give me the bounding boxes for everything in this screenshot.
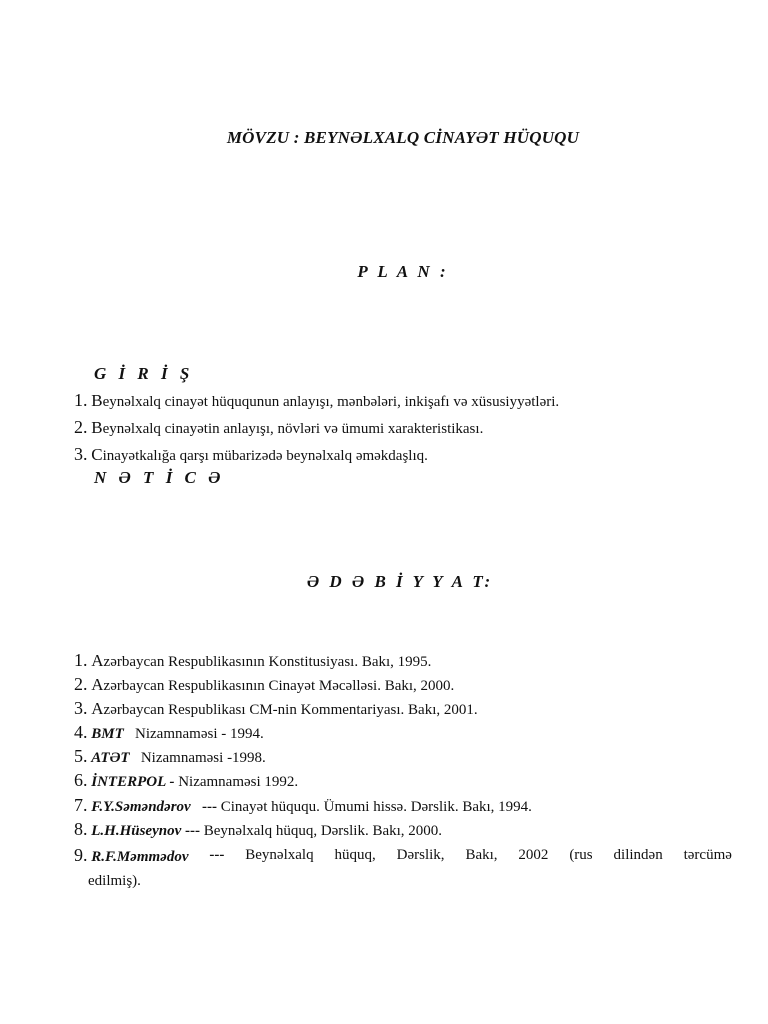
plan-item	[74, 391, 559, 411]
literature-item-author: ATƏT	[91, 750, 130, 766]
literature-item-number: 3.	[74, 698, 88, 718]
plan-item-number: 2.	[74, 417, 88, 437]
plan-item-number: 1.	[74, 390, 88, 410]
plan-item-initial: B	[91, 391, 103, 410]
intro-heading: G İ R İ Ş	[94, 364, 194, 383]
literature-item-initial: A	[91, 675, 104, 694]
literature-item-author: R.F.Məmmədov	[91, 849, 189, 865]
literature-item-author: L.H.Hüseynov	[91, 823, 182, 839]
literature-item-text: zərbaycan Respublikasının Cinayət Məcəlləsi. Bakı, 2000.	[103, 678, 455, 694]
literature-item	[74, 675, 454, 695]
literature-item-word: Dərslik,	[396, 847, 445, 863]
literature-item-text: Nizamnaməsi 1992.	[178, 774, 299, 790]
plan-item	[74, 418, 483, 438]
literature-item-number: 1.	[74, 650, 88, 670]
literature-item-text: Cinayət hüququ. Ümumi hissə. Dərslik. Bakı, 1994.	[220, 799, 532, 815]
literature-item	[74, 843, 732, 893]
plan-item-text: eynəlxalq cinayətin anlayışı, növləri və ümumi xarakteristikası.	[102, 421, 484, 437]
literature-item	[74, 651, 431, 671]
plan-heading: P L A N :	[357, 262, 449, 281]
literature-item-word: tərcümə	[683, 847, 732, 863]
literature-item	[74, 723, 264, 743]
plan-item-initial: C	[91, 445, 103, 464]
literature-item-initial: A	[91, 699, 104, 718]
literature-item-number: 5.	[74, 746, 88, 766]
literature-item-text: Nizamnaməsi -1998.	[140, 750, 266, 766]
literature-item-number: 8.	[74, 819, 88, 839]
literature-item-author: BMT	[91, 726, 124, 742]
plan-item-initial: B	[91, 418, 103, 437]
plan-item-number: 3.	[74, 444, 88, 464]
literature-item-initial: A	[91, 651, 104, 670]
plan-item-text: inayətkalığa qarşı mübarizədə beynəlxalq əməkdaşlıq.	[102, 448, 428, 464]
conclusion-heading: N Ə T İ C Ə	[94, 468, 225, 487]
literature-item-separator: ---	[185, 823, 200, 839]
literature-item-number: 9.	[74, 845, 88, 865]
literature-item-separator: ---	[201, 799, 217, 815]
literature-item-author: F.Y.Səməndərov	[91, 799, 191, 815]
literature-item	[74, 820, 442, 840]
literature-item-separator: ---	[209, 847, 225, 863]
document-title: MÖVZU : BEYNƏLXALQ CİNAYƏT HÜQUQU	[226, 128, 580, 147]
literature-item-word: Bakı,	[465, 847, 498, 863]
literature-item-text: Beynəlxalq hüquq, Dərslik. Bakı, 2000.	[203, 823, 443, 839]
literature-item-word: 2002	[518, 847, 549, 863]
literature-item-word: hüquq,	[334, 847, 376, 863]
literature-item-word: Beynəlxalq	[245, 847, 314, 863]
literature-item-word: dilindən	[613, 847, 663, 863]
literature-item-number: 4.	[74, 722, 88, 742]
literature-item	[74, 699, 478, 719]
plan-item-text: eynəlxalq cinayət hüququnun anlayışı, mənbələri, inkişafı və xüsusiyyətləri.	[102, 394, 560, 410]
literature-item	[74, 771, 298, 791]
literature-item	[74, 796, 532, 816]
literature-item-number: 6.	[74, 770, 88, 790]
literature-item-lead	[74, 843, 188, 869]
literature-item-number: 2.	[74, 674, 88, 694]
literature-item-continuation: edilmiş).	[88, 873, 141, 889]
literature-item	[74, 747, 266, 767]
literature-item-text: zərbaycan Respublikası CM-nin Kommentariyası. Bakı, 2001.	[103, 702, 478, 718]
literature-item-number: 7.	[74, 795, 88, 815]
literature-item-text: Nizamnaməsi - 1994.	[135, 726, 264, 742]
literature-item-text: zərbaycan Respublikasının Konstitusiyası. Bakı, 1995.	[103, 654, 432, 670]
literature-item-word: (rus	[569, 847, 593, 863]
literature-item-author: İNTERPOL -	[91, 774, 175, 790]
literature-item-line	[74, 843, 732, 869]
plan-item	[74, 445, 428, 465]
literature-heading: Ə D Ə B İ Y Y A T:	[306, 572, 494, 591]
